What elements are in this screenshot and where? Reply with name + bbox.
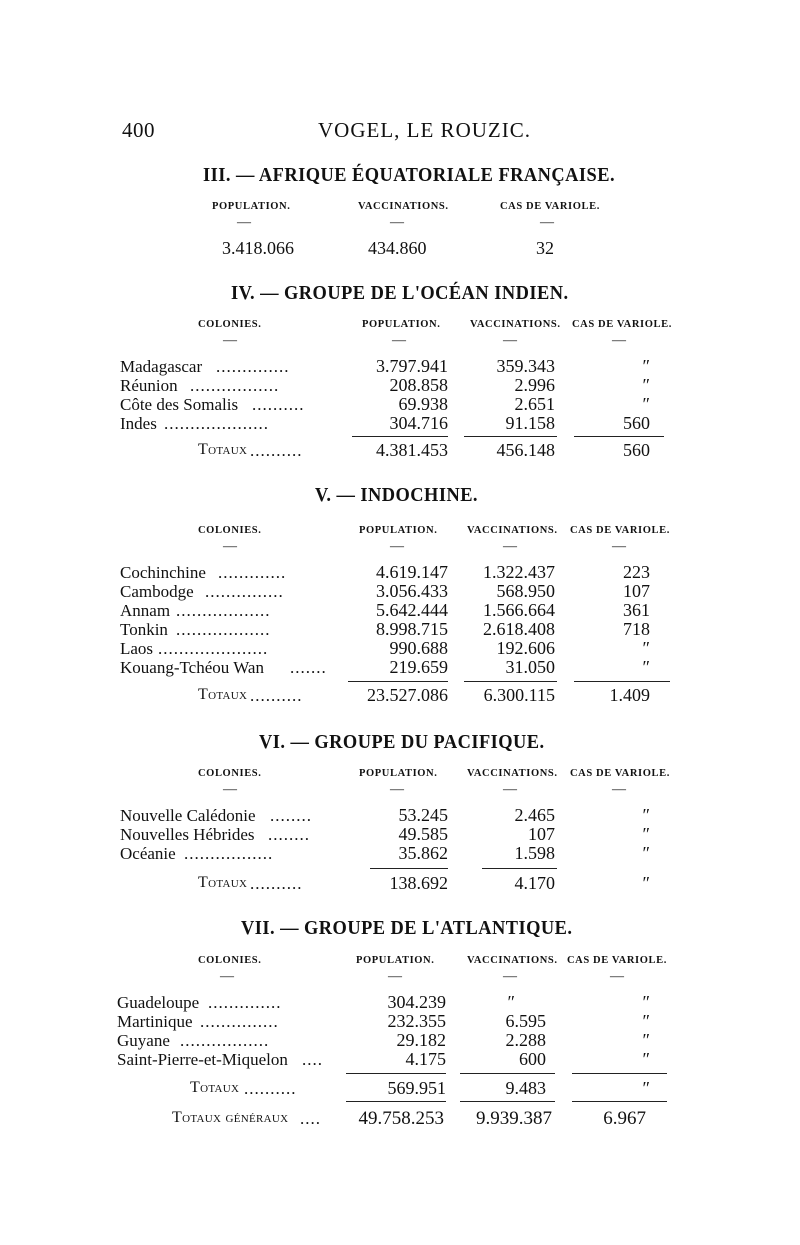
dash: —	[392, 333, 406, 348]
cell-vaccinations: 600	[519, 1049, 546, 1069]
cell-vaccinations: 107	[528, 824, 555, 844]
row-name: Océanie	[120, 844, 176, 863]
header-population: POPULATION.	[212, 201, 291, 212]
grand-total-label: Totaux généraux	[172, 1109, 289, 1126]
cell-vaccinations: 2.996	[514, 375, 555, 395]
header-vaccinations: VACCINATIONS.	[467, 768, 558, 779]
cell-vaccinations: 359.343	[496, 356, 555, 376]
dash: —	[390, 215, 404, 230]
sum-rule	[460, 1073, 555, 1074]
row-name: Martinique	[117, 1012, 193, 1031]
dot-leader: ..................	[176, 620, 271, 639]
header-population: POPULATION.	[356, 955, 435, 966]
header-colonies: COLONIES.	[198, 525, 262, 536]
cell-population: 3.056.433	[376, 581, 448, 601]
section-title-vi: VI. — GROUPE DU PACIFIQUE.	[259, 731, 545, 753]
row-name: Nouvelles Hébrides	[120, 825, 255, 844]
total-population: 569.951	[387, 1078, 446, 1098]
header-population: POPULATION.	[359, 768, 438, 779]
header-colonies: COLONIES.	[198, 955, 262, 966]
dot-leader: ...............	[200, 1012, 279, 1031]
header-cas-variole: CAS DE VARIOLE.	[500, 201, 600, 212]
total-cas-variole: ″	[642, 873, 650, 893]
total-label: Totaux	[190, 1079, 240, 1096]
header-vaccinations: VACCINATIONS.	[467, 955, 558, 966]
total-population: 23.527.086	[367, 685, 448, 705]
grand-total-population: 49.758.253	[358, 1108, 444, 1129]
row-name: Guyane	[117, 1031, 170, 1050]
cell-cas-variole: ″	[642, 394, 650, 414]
cell-population: 304.716	[389, 413, 448, 433]
row-name: Kouang-Tchéou Wan	[120, 658, 264, 677]
cell-cas-variole: ″	[642, 843, 650, 863]
cell-cas-variole: 361	[623, 600, 650, 620]
cell-population: 3.797.941	[376, 356, 448, 376]
cell-vaccinations: 2.651	[514, 394, 555, 414]
cell-cas-variole: ″	[642, 1030, 650, 1050]
cell-population: 4.175	[405, 1049, 446, 1069]
cell-vaccinations: 1.322.437	[483, 562, 555, 582]
dot-leader: ..........	[250, 686, 303, 705]
total-vaccinations: 6.300.115	[483, 685, 555, 705]
dot-leader: .................	[184, 844, 274, 863]
cell-cas-variole: ″	[642, 824, 650, 844]
cell-cas-variole: ″	[642, 992, 650, 1012]
cell-vaccinations: 2.288	[505, 1030, 546, 1050]
cell-cas-variole: 107	[623, 581, 650, 601]
row-name: Cambodge	[120, 582, 194, 601]
grand-total-vaccinations: 9.939.387	[476, 1108, 552, 1129]
dot-leader: .......	[290, 658, 327, 677]
cell-population: 35.862	[398, 843, 448, 863]
dash: —	[503, 969, 517, 984]
row-name: Indes	[120, 414, 157, 433]
sum-rule	[352, 436, 448, 437]
dot-leader: .................	[180, 1031, 270, 1050]
dash: —	[503, 539, 517, 554]
dash: —	[610, 969, 624, 984]
cell-population: 53.245	[398, 805, 448, 825]
dot-leader: ....	[302, 1050, 323, 1069]
total-label: Totaux	[198, 874, 248, 891]
cell-population: 208.858	[389, 375, 448, 395]
dot-leader: ..............	[216, 357, 290, 376]
cell-cas-variole: ″	[642, 657, 650, 677]
cell-vaccinations: ″	[507, 992, 515, 1012]
sum-rule	[346, 1101, 446, 1102]
total-population: 138.692	[389, 873, 448, 893]
dot-leader: .............	[218, 563, 287, 582]
sum-rule	[574, 681, 670, 682]
row-name: Tonkin	[120, 620, 168, 639]
row-name: Madagascar	[120, 357, 203, 376]
cell-vaccinations: 6.595	[505, 1011, 546, 1031]
cell-vaccinations: 192.606	[496, 638, 555, 658]
sum-rule	[370, 868, 448, 869]
cell-population: 232.355	[387, 1011, 446, 1031]
cell-vaccinations: 31.050	[505, 657, 555, 677]
cell-population: 49.585	[398, 824, 448, 844]
sum-rule	[346, 1073, 446, 1074]
cell-cas-variole: ″	[642, 356, 650, 376]
header-population: POPULATION.	[362, 319, 441, 330]
header-vaccinations: VACCINATIONS.	[467, 525, 558, 536]
sum-rule	[460, 1101, 555, 1102]
dot-leader: ..........	[250, 441, 303, 460]
dash: —	[390, 782, 404, 797]
total-vaccinations: 4.170	[514, 873, 555, 893]
value-cas-variole: 32	[536, 238, 554, 258]
sum-rule	[574, 436, 664, 437]
header-colonies: COLONIES.	[198, 768, 262, 779]
dash: —	[223, 782, 237, 797]
dash: —	[237, 215, 251, 230]
grand-total-cas-variole: 6.967	[603, 1108, 646, 1129]
header-population: POPULATION.	[359, 525, 438, 536]
section-title-v: V. — INDOCHINE.	[315, 484, 478, 506]
dash: —	[612, 333, 626, 348]
section-title-vii: VII. — GROUPE DE L'ATLANTIQUE.	[241, 917, 573, 939]
total-cas-variole: ″	[642, 1078, 650, 1098]
cell-cas-variole: 718	[623, 619, 650, 639]
cell-population: 69.938	[398, 394, 448, 414]
cell-cas-variole: ″	[642, 1011, 650, 1031]
dash: —	[540, 215, 554, 230]
running-head: VOGEL, LE ROUZIC.	[318, 118, 531, 142]
dash: —	[220, 969, 234, 984]
page-number: 400	[122, 118, 155, 142]
total-vaccinations: 456.148	[496, 440, 555, 460]
dot-leader: .....................	[158, 639, 269, 658]
cell-cas-variole: ″	[642, 638, 650, 658]
cell-vaccinations: 2.465	[514, 805, 555, 825]
cell-population: 29.182	[396, 1030, 446, 1050]
cell-vaccinations: 2.618.408	[483, 619, 555, 639]
dot-leader: ..........	[252, 395, 305, 414]
row-name: Côte des Somalis	[120, 395, 239, 414]
sum-rule	[572, 1073, 667, 1074]
total-vaccinations: 9.483	[505, 1078, 546, 1098]
dash: —	[223, 333, 237, 348]
dash: —	[612, 539, 626, 554]
cell-population: 4.619.147	[376, 562, 448, 582]
cell-vaccinations: 568.950	[496, 581, 555, 601]
sum-rule	[464, 681, 557, 682]
row-name: Annam	[120, 601, 171, 620]
dot-leader: ........	[270, 806, 312, 825]
total-cas-variole: 560	[623, 440, 650, 460]
total-label: Totaux	[198, 441, 248, 458]
total-cas-variole: 1.409	[609, 685, 650, 705]
row-name: Cochinchine	[120, 563, 206, 582]
cell-cas-variole: ″	[642, 375, 650, 395]
row-name: Nouvelle Calédonie	[120, 806, 256, 825]
sum-rule	[464, 436, 557, 437]
cell-cas-variole: ″	[642, 805, 650, 825]
dot-leader: .................	[190, 376, 280, 395]
total-label: Totaux	[198, 686, 248, 703]
header-vaccinations: VACCINATIONS.	[358, 201, 449, 212]
dash: —	[223, 539, 237, 554]
dash: —	[388, 969, 402, 984]
row-name: Saint-Pierre-et-Miquelon	[117, 1050, 288, 1069]
header-cas-variole: CAS DE VARIOLE.	[567, 955, 667, 966]
cell-cas-variole: ″	[642, 1049, 650, 1069]
dash: —	[612, 782, 626, 797]
sum-rule	[572, 1101, 667, 1102]
header-cas-variole: CAS DE VARIOLE.	[570, 525, 670, 536]
header-cas-variole: CAS DE VARIOLE.	[570, 768, 670, 779]
header-colonies: COLONIES.	[198, 319, 262, 330]
cell-population: 219.659	[389, 657, 448, 677]
cell-population: 8.998.715	[376, 619, 448, 639]
cell-vaccinations: 91.158	[505, 413, 555, 433]
cell-population: 5.642.444	[376, 600, 448, 620]
header-vaccinations: VACCINATIONS.	[470, 319, 561, 330]
row-name: Guadeloupe	[117, 993, 200, 1012]
dot-leader: ....................	[164, 414, 269, 433]
value-population: 3.418.066	[222, 238, 294, 258]
cell-cas-variole: 560	[623, 413, 650, 433]
cell-vaccinations: 1.598	[514, 843, 555, 863]
row-name: Réunion	[120, 376, 178, 395]
cell-population: 304.239	[387, 992, 446, 1012]
value-vaccinations: 434.860	[368, 238, 427, 258]
dash: —	[390, 539, 404, 554]
total-population: 4.381.453	[376, 440, 448, 460]
sum-rule	[348, 681, 448, 682]
dot-leader: ....	[300, 1109, 321, 1128]
cell-population: 990.688	[389, 638, 448, 658]
dash: —	[503, 782, 517, 797]
dash: —	[503, 333, 517, 348]
header-cas-variole: CAS DE VARIOLE.	[572, 319, 672, 330]
section-title-iii: III. — AFRIQUE ÉQUATORIALE FRANÇAISE.	[203, 164, 616, 186]
dot-leader: ..........	[250, 874, 303, 893]
dot-leader: ..................	[176, 601, 271, 620]
sum-rule	[482, 868, 557, 869]
section-title-iv: IV. — GROUPE DE L'OCÉAN INDIEN.	[231, 282, 569, 304]
dot-leader: ........	[268, 825, 310, 844]
dot-leader: ...............	[205, 582, 284, 601]
row-name: Laos	[120, 639, 154, 658]
cell-vaccinations: 1.566.664	[483, 600, 555, 620]
dot-leader: ..........	[244, 1079, 297, 1098]
cell-cas-variole: 223	[623, 562, 650, 582]
dot-leader: ..............	[208, 993, 282, 1012]
